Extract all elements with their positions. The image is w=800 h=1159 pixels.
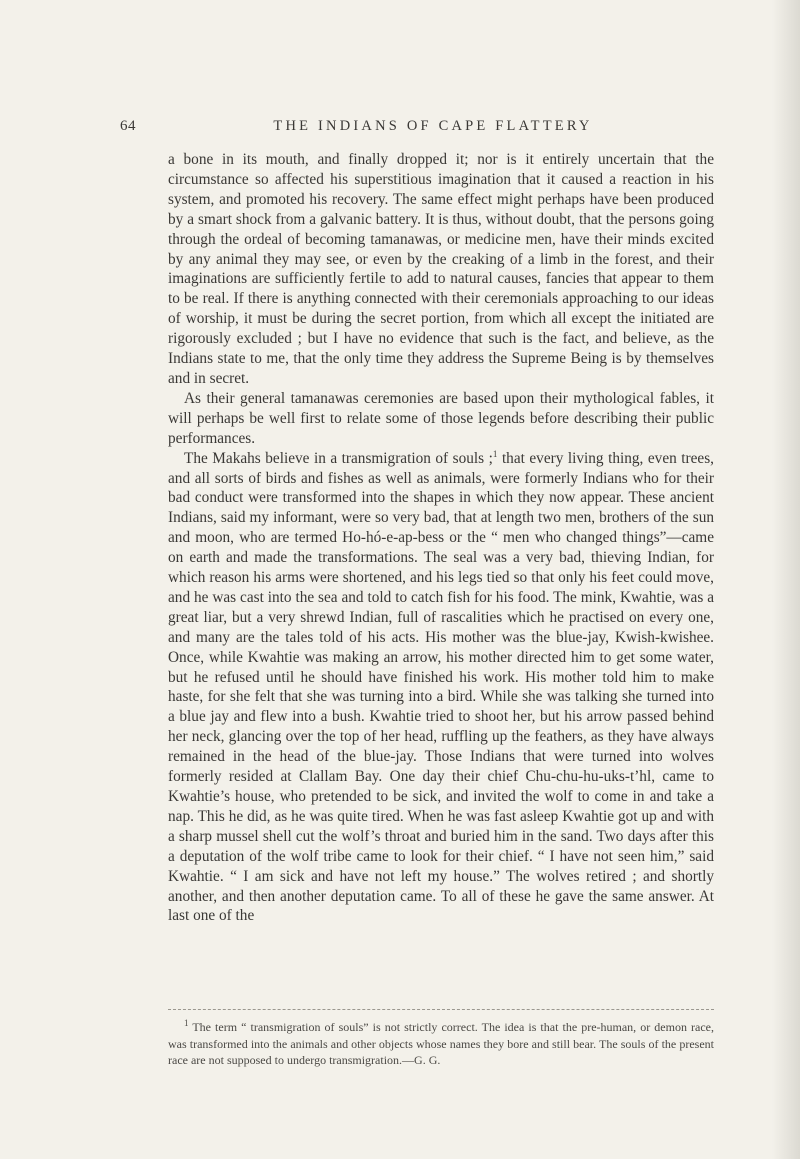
page-edge-shadow: [772, 0, 800, 1159]
footnote: [168, 1019, 714, 1069]
page-number: 64: [120, 118, 136, 134]
footnote-marker: 1: [184, 1018, 189, 1028]
running-head: [120, 118, 710, 140]
running-title: THE INDIANS OF CAPE FLATTERY: [273, 118, 593, 134]
paragraph-1: a bone in its mouth, and finally dropped it; nor is it entirely uncertain that the circumstance so affected his superstitious imagination that it caused a reaction in his system, and promoted his recovery. The same effect might perhaps have been produced by a smart shock from a galvanic battery. It is thus, without doubt, that the persons going through the ordeal of becoming tamanawas, or medicine men, have their minds excited by any animal they may see, or even by the creaking of a limb in the forest, and their imaginations are sufficiently fertile to add to natural causes, fancies that appear to them to be real. If there is anything connected with their ceremonials approaching to our ideas of worship, it must be during the secret portion, from which all except the initiated are rigorously excluded ; but I have no evidence that such is the fact, and believe, as the Indians state to me, that the only time they address the Supreme Being is by themselves and in secret.: [168, 151, 714, 387]
paragraph-2: As their general tamanawas ceremonies are based upon their mythological fables, it will perhaps be well first to relate some of those legends before describing their public performances.: [168, 389, 714, 447]
body-text: [168, 150, 714, 926]
footnote-divider: [168, 1009, 714, 1010]
footnote-reference[interactable]: 1: [492, 448, 498, 459]
paragraph-3: [168, 449, 714, 927]
paragraph-3-rest: that every living thing, even trees, and all sorts of birds and fishes as well as animals, were formerly Indians who for their bad conduct were transformed into the shapes in which they now appear. These ancient Indians, said my informant, were so very bad, that at length two men, brothers of the sun and moon, who are termed Ho-hó-e-ap-bess or the “ men who changed things”—came on earth and made the transformations. The seal was a very bad, thieving Indian, for which reason his arms were shortened, and his legs tied so that only his feet could move, and he was cast into the sea and told to catch fish for his food. The mink, Kwahtie, was a great liar, but a very shrewd Indian, full of rascalities which he practised on every one, and many are the tales told of his acts. His mother was the blue-jay, Kwish-kwishee. Once, while Kwahtie was making an arrow, his mother directed him to get some water, but he refused until he should have finished his work. His mother told him to make haste, for she felt that she was turning into a bird. While she was talking she turned into a blue jay and flew into a bush. Kwahtie tried to shoot her, but his arrow passed behind her neck, glancing over the top of her head, ruffling up the feathers, as they have always remained in the head of the blue-jay. Those Indians that were turned into wolves formerly resided at Clallam Bay. One day their chief Chu-chu-hu-uks-t’hl, came to Kwahtie’s house, who pretended to be sick, and invited the wolf to come in and take a nap. This he did, as he was quite tired. When he was fast asleep Kwahtie got up and with a sharp mussel shell cut the wolf’s throat and buried him in the sand. Two days after this a deputation of the wolf tribe came to look for their chief. “ I have not seen him,” said Kwahtie. “ I am sick and have not left my house.” The wolves retired ; and shortly another, and then another deputation came. To all of these he gave the same answer. At last one of the: [168, 449, 714, 925]
paragraph-3-start: The Makahs believe in a transmigration of souls ;: [184, 449, 493, 467]
footnote-text: The term “ transmigration of souls” is not strictly correct. The idea is that the pre-human, or demon race, was transformed into the animals and other objects whose names they bore and still bear. The souls of the present race are not supposed to undergo transmigration.—G. G.: [168, 1020, 714, 1068]
